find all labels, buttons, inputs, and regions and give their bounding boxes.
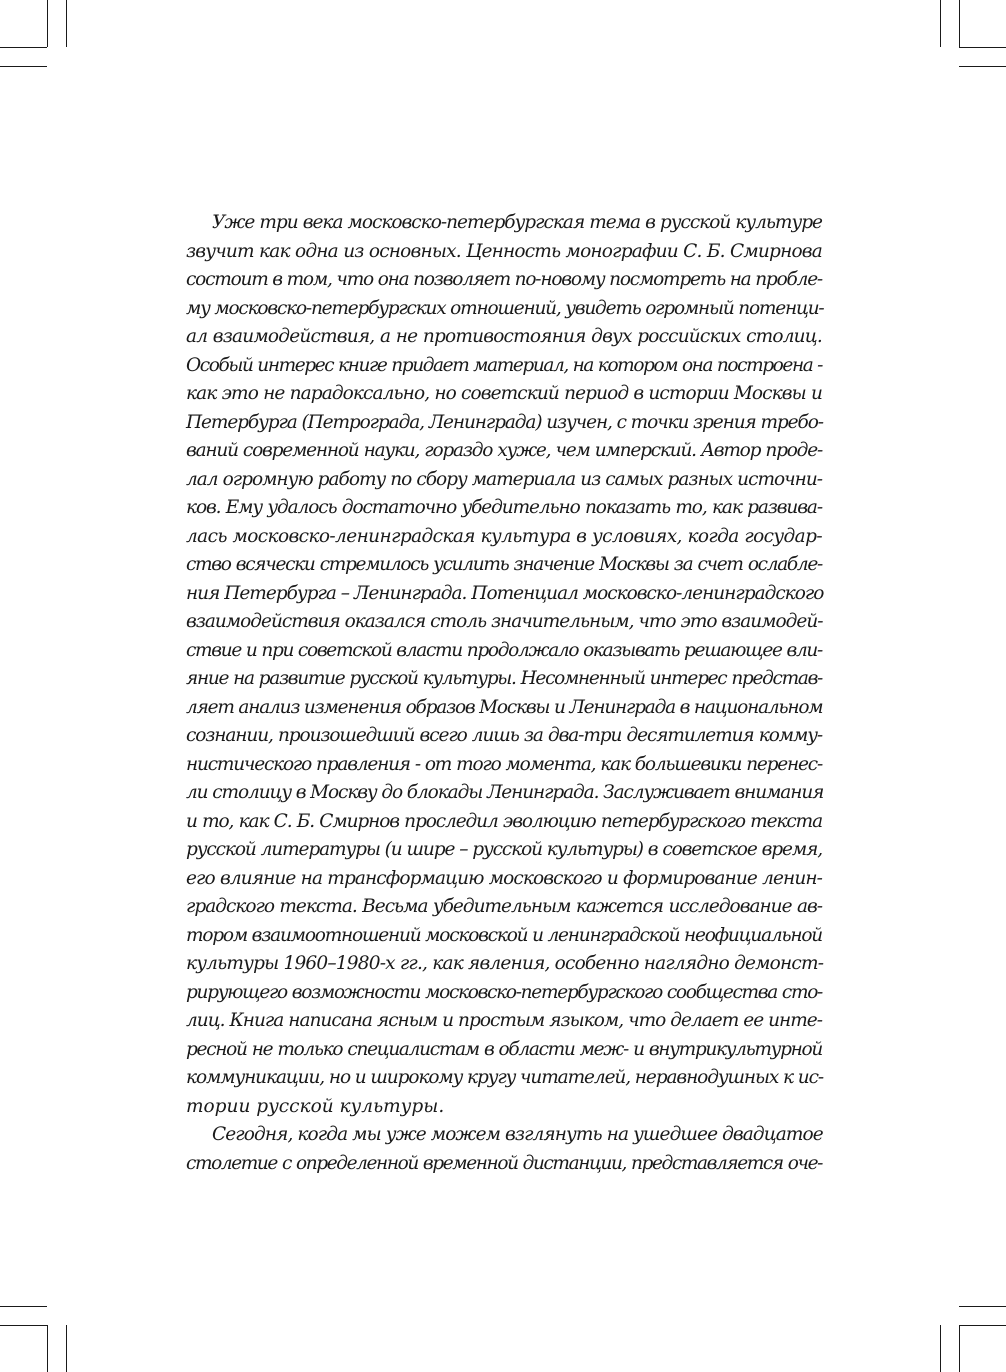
crop-mark-top-right-vertical-outer xyxy=(959,0,960,47)
text-line: ствие и при советской власти продолжало оказывать решающее вли- xyxy=(186,639,822,661)
text-line: ство всячески стремилось усилить значение Москвы за счет ослабле- xyxy=(186,554,822,575)
text-line: состоит в том, что она позволяет по-новому посмотреть на пробле- xyxy=(186,269,822,290)
text-line: Сегодня, когда мы уже можем взглянуть на ушедшее двадцатое xyxy=(212,1124,823,1145)
text-line: его влияние на трансформацию московского и формирование ленин- xyxy=(186,867,822,889)
crop-mark-top-right-horizontal xyxy=(959,47,1006,48)
crop-mark-top-left-horizontal-lower xyxy=(0,66,47,67)
text-line: нистического правления - от того момента, как большевики перенес- xyxy=(186,753,822,775)
text-line: как это не парадоксально, но советский период в истории Москвы и xyxy=(186,383,822,404)
crop-mark-top-right-vertical-inner xyxy=(940,0,941,47)
crop-mark-top-left-horizontal xyxy=(0,47,47,48)
text-line: лал огромную работу по сбору материала из самых разных источни- xyxy=(186,468,822,490)
text-line: ваний современной науки, гораздо хуже, чем имперский. Автор проде- xyxy=(186,440,822,461)
text-line: и то, как С. Б. Смирнов проследил эволюцию петербургского текста xyxy=(186,810,822,832)
text-line: ал взаимодействия, а не противостояния двух российских столиц. xyxy=(186,326,822,347)
text-line: столетие с определенной временной дистанции, представляется оче- xyxy=(186,1152,822,1174)
text-line: ния Петербурга – Ленинграда. Потенциал московско-ленинградского xyxy=(186,582,824,604)
text-line: взаимодействия оказался столь значительным, что это взаимодей- xyxy=(186,611,823,632)
text-line: лиц. Книга написана ясным и простым языком, что делает ее инте- xyxy=(186,1010,822,1031)
text-line: ресной не только специалистам в области меж- и внутрикультурной xyxy=(186,1038,822,1060)
crop-mark-bottom-right-horizontal-upper xyxy=(959,1306,1006,1307)
text-line: ляет анализ изменения образов Москвы и Ленинграда в национальном xyxy=(186,696,823,718)
text-line: лась московско-ленинградская культура в условиях, когда государ- xyxy=(186,525,822,547)
text-line: яние на развитие русской культуры. Несомненный интерес представ- xyxy=(186,668,822,689)
crop-mark-bottom-left-vertical-inner xyxy=(66,1325,67,1372)
text-line: Петербурга (Петрограда, Ленинграда) изучен, с точки зрения требо- xyxy=(186,411,823,433)
paragraph-1 xyxy=(186,209,822,1121)
crop-mark-bottom-left-horizontal xyxy=(0,1325,47,1326)
text-line: звучит как одна из основных. Ценность монографии С. Б. Смирнова xyxy=(186,240,822,262)
crop-mark-bottom-right-horizontal xyxy=(959,1325,1006,1326)
crop-mark-bottom-left-vertical-outer xyxy=(47,1325,48,1372)
text-line: тором взаимоотношений московской и ленинградской неофициальной xyxy=(186,924,822,946)
text-line: ли столицу в Москву до блокады Ленинграда. Заслуживает внимания xyxy=(186,782,824,803)
body-text xyxy=(186,209,822,1178)
text-line: русской литературы (и шире – русской культуры) в советское время, xyxy=(186,839,822,860)
text-line: сознании, произошедший всего лишь за два-три десятилетия комму- xyxy=(186,725,822,746)
crop-mark-top-left-vertical-inner xyxy=(66,0,67,47)
crop-mark-bottom-right-vertical-outer xyxy=(959,1325,960,1372)
crop-mark-top-right-horizontal-lower xyxy=(959,66,1006,67)
text-line: Уже три века московско-петербургская тема в русской культуре xyxy=(212,212,822,233)
paragraph-2 xyxy=(186,1121,822,1178)
text-line: ков. Ему удалось достаточно убедительно показать то, как развива- xyxy=(186,497,822,518)
crop-mark-bottom-left-horizontal-upper xyxy=(0,1306,47,1307)
text-line: му московско-петербургских отношений, увидеть огромный потенци- xyxy=(186,297,824,319)
text-line: градского текста. Весьма убедительным кажется исследование ав- xyxy=(186,896,822,917)
text-line: коммуникации, но и широкому кругу читателей, неравнодушных к ис- xyxy=(186,1067,823,1088)
crop-mark-top-left-vertical-outer xyxy=(47,0,48,47)
text-line: тории русской культуры. xyxy=(186,1095,445,1117)
text-line: Особый интерес книге придает материал, на котором она построена - xyxy=(186,354,822,376)
crop-mark-bottom-right-vertical-inner xyxy=(940,1325,941,1372)
text-line: рирующего возможности московско-петербургского сообщества сто- xyxy=(186,981,822,1003)
text-line: культуры 1960–1980-х гг., как явления, особенно наглядно демонст- xyxy=(186,953,824,974)
